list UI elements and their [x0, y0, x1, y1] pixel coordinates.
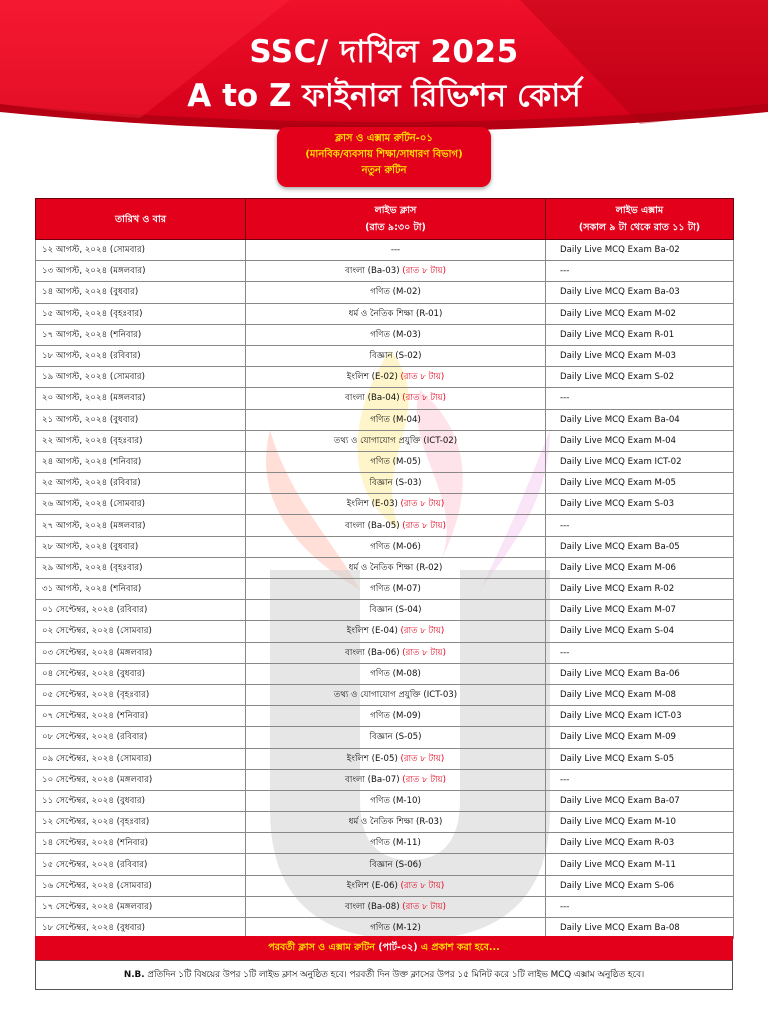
row-subject: ইংলিশ (E-06) [346, 880, 398, 891]
table-row [36, 727, 734, 748]
row-live-exam: --- [546, 261, 734, 282]
row-live-exam: Daily Live MCQ Exam Ba-05 [546, 536, 734, 557]
row-subject: গণিত (M-03) [370, 329, 421, 340]
header-date: তারিখ ও বার [36, 199, 246, 240]
row-date: ২৭ আগস্ট, ২০২৪ (মঙ্গলবার) [36, 515, 246, 536]
row-time-note: (রাত ৮ টায়) [400, 372, 445, 383]
table-row [36, 240, 734, 261]
row-live-exam: Daily Live MCQ Exam Ba-08 [546, 918, 734, 939]
row-live-exam: --- [546, 896, 734, 917]
row-subject: গণিত (M-07) [370, 584, 421, 595]
row-live-class [246, 769, 546, 790]
row-live-class [246, 621, 546, 642]
row-subject: বিজ্ঞান (S-03) [369, 478, 422, 489]
table-row [36, 451, 734, 472]
row-subject: বাংলা (Ba-07) [345, 774, 400, 785]
row-subject: বাংলা (Ba-06) [345, 647, 400, 658]
table-row [36, 642, 734, 663]
announcement-text: পরবর্তী ক্লাস ও এক্সাম রুটিন [268, 942, 375, 953]
row-date: ১৭ আগস্ট, ২০২৪ (শনিবার) [36, 324, 246, 345]
table-row [36, 557, 734, 578]
row-subject: বাংলা (Ba-04) [345, 393, 400, 404]
badge-title: ক্লাস ও এক্সাম রুটিন-০১ [335, 133, 433, 144]
row-live-class [246, 579, 546, 600]
row-subject: গণিত (M-05) [370, 456, 421, 467]
row-live-exam: Daily Live MCQ Exam M-09 [546, 727, 734, 748]
table-row [36, 812, 734, 833]
footnote-label: N.B. [123, 970, 145, 980]
row-date: ১৪ আগস্ট, ২০২৪ (বুধবার) [36, 282, 246, 303]
row-live-exam: --- [546, 515, 734, 536]
row-time-note: (রাত ৮ টায়) [402, 901, 446, 912]
row-live-class [246, 727, 546, 748]
row-live-exam: Daily Live MCQ Exam R-01 [546, 324, 734, 345]
row-subject: ইংলিশ (E-03) [346, 499, 398, 510]
row-date: ১২ সেপ্টেম্বর, ২০২৪ (বৃহঃবার) [36, 812, 246, 833]
row-subject: বাংলা (Ba-08) [345, 901, 400, 912]
table-row [36, 621, 734, 642]
row-date: ২০ আগস্ট, ২০২৪ (মঙ্গলবার) [36, 388, 246, 409]
row-time-note: (রাত ৮ টায়) [402, 393, 446, 404]
row-time-note: (রাত ৮ টায়) [400, 753, 445, 764]
row-date: ১২ আগস্ট, ২০২৪ (সোমবার) [36, 240, 246, 261]
table-row [36, 473, 734, 494]
row-live-class [246, 345, 546, 366]
row-live-exam: Daily Live MCQ Exam R-02 [546, 579, 734, 600]
table-row [36, 345, 734, 366]
row-subject: ধর্ম ও নৈতিক শিক্ষা (R-01) [348, 308, 443, 319]
row-live-exam: Daily Live MCQ Exam S-06 [546, 875, 734, 896]
table-row [36, 261, 734, 282]
row-subject: গণিত (M-12) [370, 923, 421, 934]
row-date: ১৫ আগস্ট, ২০২৪ (বৃহঃবার) [36, 303, 246, 324]
row-date: ২৫ আগস্ট, ২০২৪ (রবিবার) [36, 473, 246, 494]
row-live-exam: Daily Live MCQ Exam M-05 [546, 473, 734, 494]
row-live-exam: Daily Live MCQ Exam S-03 [546, 494, 734, 515]
table-row [36, 833, 734, 854]
row-live-exam: Daily Live MCQ Exam M-03 [546, 345, 734, 366]
row-live-exam: Daily Live MCQ Exam ICT-02 [546, 451, 734, 472]
row-live-exam: Daily Live MCQ Exam S-04 [546, 621, 734, 642]
row-live-exam: Daily Live MCQ Exam S-05 [546, 748, 734, 769]
row-subject: তথ্য ও যোগাযোগ প্রযুক্তি (ICT-03) [333, 690, 458, 701]
row-live-class [246, 430, 546, 451]
row-date: ০১ সেপ্টেম্বর, ২০২৪ (রবিবার) [36, 600, 246, 621]
row-live-class [246, 748, 546, 769]
announcement-part-label: (পার্ট-০২) [378, 942, 418, 953]
row-live-exam: Daily Live MCQ Exam Ba-04 [546, 409, 734, 430]
header-live-class-time: (রাত ৯:৩০ টা) [365, 222, 426, 233]
row-live-class [246, 833, 546, 854]
row-live-class [246, 367, 546, 388]
row-live-exam: Daily Live MCQ Exam M-02 [546, 303, 734, 324]
row-live-exam: Daily Live MCQ Exam Ba-03 [546, 282, 734, 303]
row-date: ১৩ আগস্ট, ২০২৪ (মঙ্গলবার) [36, 261, 246, 282]
row-date: ২২ আগস্ট, ২০২৪ (বৃহঃবার) [36, 430, 246, 451]
row-time-note: (রাত ৮ টায়) [402, 774, 446, 785]
table-row [36, 367, 734, 388]
row-live-class [246, 790, 546, 811]
table-row [36, 282, 734, 303]
table-row [36, 748, 734, 769]
row-live-exam: Daily Live MCQ Exam M-07 [546, 600, 734, 621]
row-subject: ধর্ম ও নৈতিক শিক্ষা (R-02) [348, 562, 443, 573]
row-live-class [246, 388, 546, 409]
row-subject: গণিত (M-11) [370, 838, 421, 849]
footnote [35, 960, 733, 990]
row-subject: গণিত (M-10) [370, 795, 421, 806]
table-row [36, 536, 734, 557]
table-row [36, 388, 734, 409]
row-time-note: (রাত ৮ টায়) [400, 626, 445, 637]
next-routine-announcement [35, 936, 733, 960]
row-live-class [246, 684, 546, 705]
row-date: ১৫ সেপ্টেম্বর, ২০২৪ (রবিবার) [36, 854, 246, 875]
table-row [36, 896, 734, 917]
row-subject: বাংলা (Ba-03) [345, 266, 400, 277]
row-live-class [246, 557, 546, 578]
header-live-exam-time: (সকাল ৯ টা থেকে রাত ১১ টা) [578, 222, 701, 233]
row-live-exam: Daily Live MCQ Exam M-06 [546, 557, 734, 578]
table-row [36, 409, 734, 430]
row-live-class [246, 409, 546, 430]
row-live-class [246, 812, 546, 833]
row-date: ২৮ আগস্ট, ২০২৪ (বুধবার) [36, 536, 246, 557]
row-date: ২১ আগস্ট, ২০২৪ (বুধবার) [36, 409, 246, 430]
row-subject: তথ্য ও যোগাযোগ প্রযুক্তি (ICT-02) [333, 435, 458, 446]
row-live-exam: --- [546, 769, 734, 790]
row-date: ০২ সেপ্টেম্বর, ২০২৪ (সোমবার) [36, 621, 246, 642]
row-live-class [246, 451, 546, 472]
row-date: ০৯ সেপ্টেম্বর, ২০২৪ (সোমবার) [36, 748, 246, 769]
row-date: ৩১ আগস্ট, ২০২৪ (শনিবার) [36, 579, 246, 600]
row-subject: বিজ্ঞান (S-02) [369, 351, 422, 362]
row-date: ১৯ আগস্ট, ২০২৪ (সোমবার) [36, 367, 246, 388]
row-live-exam: --- [546, 642, 734, 663]
row-date: ২৯ আগস্ট, ২০২৪ (বৃহঃবার) [36, 557, 246, 578]
table-row [36, 684, 734, 705]
row-time-note: (রাত ৮ টায়) [402, 520, 446, 531]
row-date: ১৭ সেপ্টেম্বর, ২০২৪ (মঙ্গলবার) [36, 896, 246, 917]
row-subject: গণিত (M-02) [370, 287, 421, 298]
table-row [36, 324, 734, 345]
row-live-class [246, 642, 546, 663]
row-live-class [246, 240, 546, 261]
row-live-class [246, 303, 546, 324]
row-subject: গণিত (M-09) [370, 711, 421, 722]
row-date: ১০ সেপ্টেম্বর, ২০২৪ (মঙ্গলবার) [36, 769, 246, 790]
row-live-class [246, 324, 546, 345]
row-live-class [246, 663, 546, 684]
row-date: ০৪ সেপ্টেম্বর, ২০২৪ (বুধবার) [36, 663, 246, 684]
row-date: ২৪ আগস্ট, ২০২৪ (শনিবার) [36, 451, 246, 472]
row-live-class [246, 706, 546, 727]
table-row [36, 303, 734, 324]
row-live-class [246, 261, 546, 282]
row-subject: বিজ্ঞান (S-06) [369, 859, 422, 870]
row-subject: ধর্ম ও নৈতিক শিক্ষা (R-03) [348, 817, 443, 828]
row-date: ০৫ সেপ্টেম্বর, ২০২৪ (বৃহঃবার) [36, 684, 246, 705]
row-live-exam: --- [546, 388, 734, 409]
row-live-class [246, 494, 546, 515]
row-date: ০৭ সেপ্টেম্বর, ২০২৪ (শনিবার) [36, 706, 246, 727]
table-body [36, 240, 734, 939]
header-live-exam [546, 199, 734, 240]
row-date: ০৮ সেপ্টেম্বর, ২০২৪ (রবিবার) [36, 727, 246, 748]
footnote-text: প্রতিদিন ১টি বিষয়ের উপর ১টি লাইভ ক্লাস অনুষ্ঠিত হবে। পরবর্তী দিন উক্ত ক্লাসের উপর ১৫ মিনিট করে ১টি লাইভ MCQ এক্সাম অনুষ্ঠিত হবে। [147, 970, 645, 980]
row-live-class [246, 896, 546, 917]
row-live-exam: Daily Live MCQ Exam M-11 [546, 854, 734, 875]
row-live-exam: Daily Live MCQ Exam Ba-02 [546, 240, 734, 261]
row-subject: বিজ্ঞান (S-05) [369, 732, 422, 743]
table-row [36, 663, 734, 684]
row-date: ২৬ আগস্ট, ২০২৪ (সোমবার) [36, 494, 246, 515]
row-live-exam: Daily Live MCQ Exam Ba-07 [546, 790, 734, 811]
table-row [36, 854, 734, 875]
table-row [36, 515, 734, 536]
row-live-exam: Daily Live MCQ Exam S-02 [546, 367, 734, 388]
row-live-class [246, 600, 546, 621]
row-subject: গণিত (M-08) [370, 668, 421, 679]
row-live-class [246, 473, 546, 494]
row-live-class [246, 282, 546, 303]
row-live-exam: Daily Live MCQ Exam Ba-06 [546, 663, 734, 684]
row-live-class [246, 875, 546, 896]
row-subject: বিজ্ঞান (S-04) [369, 605, 422, 616]
row-subject: ইংলিশ (E-05) [346, 753, 398, 764]
row-live-exam: Daily Live MCQ Exam ICT-03 [546, 706, 734, 727]
row-subject: --- [390, 245, 401, 256]
routine-badge [277, 127, 491, 187]
table-header-row [36, 199, 734, 240]
row-live-class [246, 515, 546, 536]
row-time-note: (রাত ৮ টায়) [402, 266, 446, 277]
row-date: ১৮ আগস্ট, ২০২৪ (রবিবার) [36, 345, 246, 366]
row-subject: গণিত (M-06) [370, 541, 421, 552]
row-date: ১৬ সেপ্টেম্বর, ২০২৪ (সোমবার) [36, 875, 246, 896]
row-date: ০৩ সেপ্টেম্বর, ২০২৪ (মঙ্গলবার) [36, 642, 246, 663]
table-row [36, 875, 734, 896]
row-subject: ইংলিশ (E-04) [346, 626, 398, 637]
page-title-line2: A to Z ফাইনাল রিভিশন কোর্স [187, 78, 581, 114]
routine-table [35, 198, 734, 939]
row-live-exam: Daily Live MCQ Exam R-03 [546, 833, 734, 854]
row-subject: ইংলিশ (E-02) [346, 372, 398, 383]
row-live-class [246, 536, 546, 557]
table-row [36, 600, 734, 621]
table-row [36, 579, 734, 600]
announcement-suffix: এ প্রকাশ করা হবে... [420, 942, 500, 953]
row-live-exam: Daily Live MCQ Exam M-10 [546, 812, 734, 833]
row-live-exam: Daily Live MCQ Exam M-04 [546, 430, 734, 451]
header-live-class-label: লাইভ ক্লাস [374, 205, 417, 216]
row-date: ১৪ সেপ্টেম্বর, ২০২৪ (শনিবার) [36, 833, 246, 854]
table-row [36, 494, 734, 515]
row-subject: বাংলা (Ba-05) [345, 520, 400, 531]
row-date: ১১ সেপ্টেম্বর, ২০২৪ (বুধবার) [36, 790, 246, 811]
table-row [36, 706, 734, 727]
row-time-note: (রাত ৮ টায়) [402, 647, 446, 658]
badge-tag: নতুন রুটিন [361, 165, 407, 176]
row-time-note: (রাত ৮ টায়) [400, 499, 445, 510]
header-live-exam-label: লাইভ এক্সাম [615, 205, 664, 216]
table-row [36, 769, 734, 790]
row-date: ১৮ সেপ্টেম্বর, ২০২৪ (বুধবার) [36, 918, 246, 939]
row-subject: গণিত (M-04) [370, 414, 421, 425]
row-live-class [246, 854, 546, 875]
row-time-note: (রাত ৮ টায়) [400, 880, 445, 891]
header-live-class [246, 199, 546, 240]
row-live-exam: Daily Live MCQ Exam M-08 [546, 684, 734, 705]
table-row [36, 430, 734, 451]
table-row [36, 790, 734, 811]
badge-subtitle: (মানবিক/ব্যবসায় শিক্ষা/সাধারণ বিভাগ) [305, 149, 463, 160]
page-title-line1: SSC/ দাখিল 2025 [249, 34, 519, 70]
